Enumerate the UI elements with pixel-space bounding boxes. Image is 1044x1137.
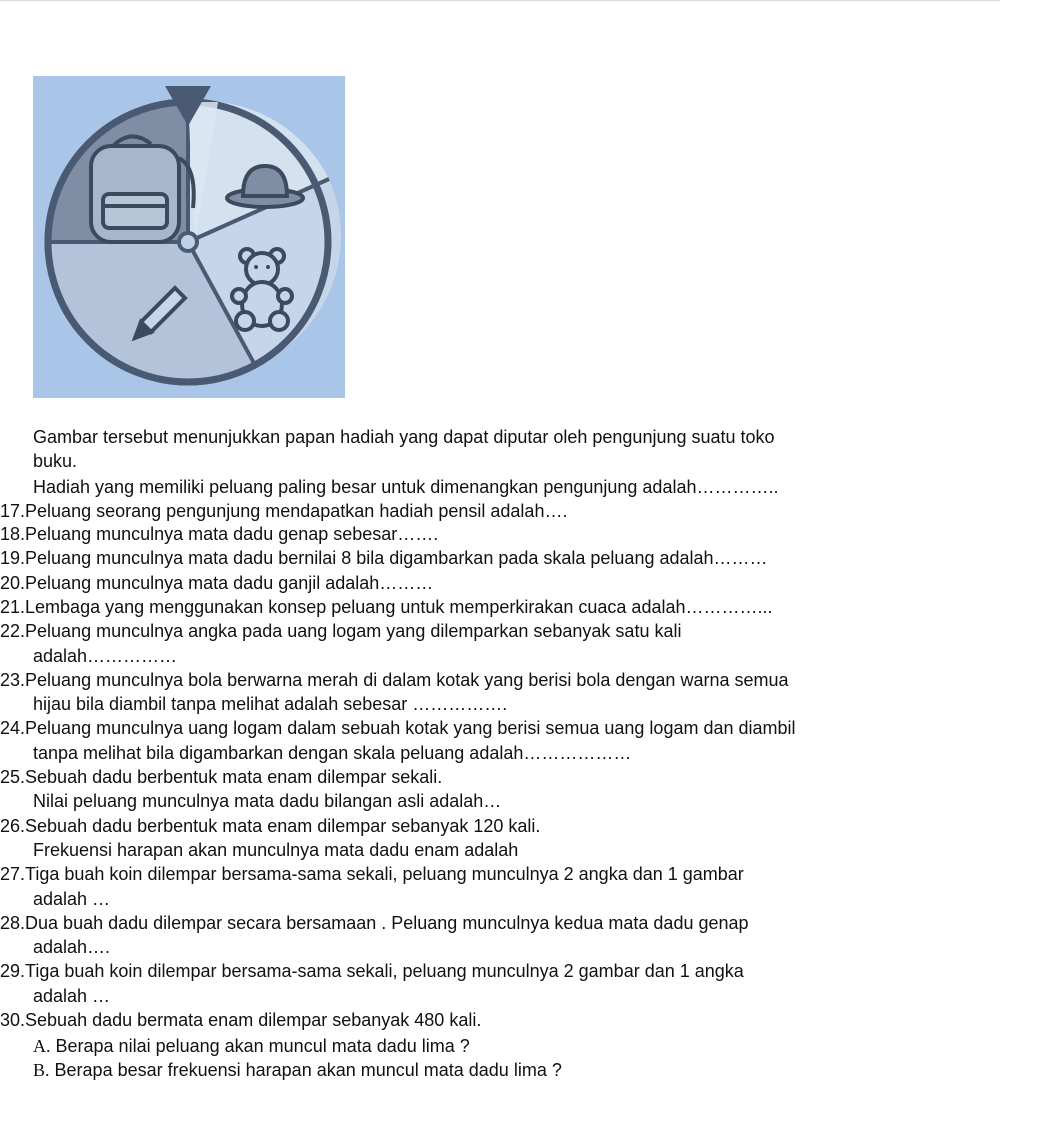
question-30 [0,1008,481,1032]
sub-text-b: Berapa besar frekuensi harapan akan muncul mata dadu lima ? [54,1060,562,1080]
question-text: Peluang munculnya mata dadu genap sebesar……. [25,524,439,544]
top-divider [0,0,1000,1]
question-20 [0,571,433,595]
question-number: 22. [0,621,26,642]
prize-wheel-figure [33,76,345,398]
question-26 [0,814,540,838]
question-17 [0,499,567,523]
question-text: Peluang munculnya bola berwarna merah di dalam kotak yang berisi bola dengan warna semua [25,669,789,690]
question-text: Sebuah dadu berbentuk mata enam dilempar sekali. [25,767,443,787]
question-number: 30. [0,1010,26,1030]
question-text: Sebuah dadu bermata enam dilempar sebanyak 480 kali. [25,1010,482,1030]
question-continuation: Frekuensi harapan akan munculnya mata dadu enam adalah [33,839,519,860]
question-number: 17. [0,501,26,521]
question-number: 25. [0,767,26,787]
sub-text-a: Berapa nilai peluang akan muncul mata dadu lima ? [55,1036,470,1056]
question-number: 21. [0,596,26,617]
question-text: Lembaga yang menggunakan konsep peluang untuk memperkirakan cuaca adalah…………... [25,596,773,617]
question-continuation: hijau bila diambil tanpa melihat adalah sebesar ……………. [33,694,508,715]
question-24 [0,716,796,740]
question-continuation: adalah … [33,888,111,909]
prize-wheel-svg [33,76,345,398]
question-text: Tiga buah koin dilempar bersama-sama sekali, peluang munculnya 2 angka dan 1 gambar [25,864,744,885]
question-number: 23. [0,669,26,690]
teddy-bear-icon [232,249,292,330]
question-21 [0,595,773,619]
question-19 [0,546,768,570]
sub-letter-b: B. [33,1060,50,1080]
question-25 [0,765,442,789]
intro-line-1: Gambar tersebut menunjukkan papan hadiah yang dapat diputar oleh pengunjung suatu toko [33,427,775,447]
question-number: 19. [0,548,26,569]
question-number: 24. [0,718,26,739]
intro-line-2: buku. [33,451,78,471]
q30-sub-a [33,1034,470,1058]
question-continuation: adalah…………… [33,645,178,666]
question-continuation: Nilai peluang munculnya mata dadu bilangan asli adalah… [33,791,502,812]
intro-line-3: Hadiah yang memiliki peluang paling besar untuk dimenangkan pengunjung adalah………….. [33,477,779,497]
question-28 [0,911,749,935]
question-text: Tiga buah koin dilempar bersama-sama sekali, peluang munculnya 2 gambar dan 1 angka [25,961,744,982]
question-text: Peluang munculnya uang logam dalam sebuah kotak yang berisi semua uang logam dan diambil [25,718,796,739]
question-number: 18. [0,524,26,544]
question-number: 20. [0,572,26,593]
question-text: Peluang munculnya angka pada uang logam yang dilemparkan sebanyak satu kali [25,621,682,642]
question-text: Peluang munculnya mata dadu bernilai 8 bila digambarkan pada skala peluang adalah……… [25,548,768,569]
question-continuation: tanpa melihat bila digambarkan dengan skala peluang adalah……………… [33,742,632,763]
question-continuation: adalah…. [33,937,111,958]
question-number: 29. [0,961,26,982]
question-continuation: adalah … [33,985,111,1006]
question-text: Sebuah dadu berbentuk mata enam dilempar sebanyak 120 kali. [25,815,541,836]
question-18 [0,522,438,546]
question-text: Peluang munculnya mata dadu ganjil adalah……… [25,572,434,593]
question-number: 28. [0,912,26,933]
sub-letter-a: A. [33,1036,51,1056]
q30-sub-b [33,1058,562,1082]
question-22 [0,619,681,643]
question-text: Dua buah dadu dilempar secara bersamaan . Peluang munculnya kedua mata dadu genap [25,912,749,933]
question-number: 27. [0,864,26,885]
question-23 [0,668,789,692]
question-number: 26. [0,815,26,836]
wheel-hub [179,233,197,251]
question-29 [0,959,744,983]
question-text: Peluang seorang pengunjung mendapatkan hadiah pensil adalah…. [25,501,568,521]
question-27 [0,862,744,886]
